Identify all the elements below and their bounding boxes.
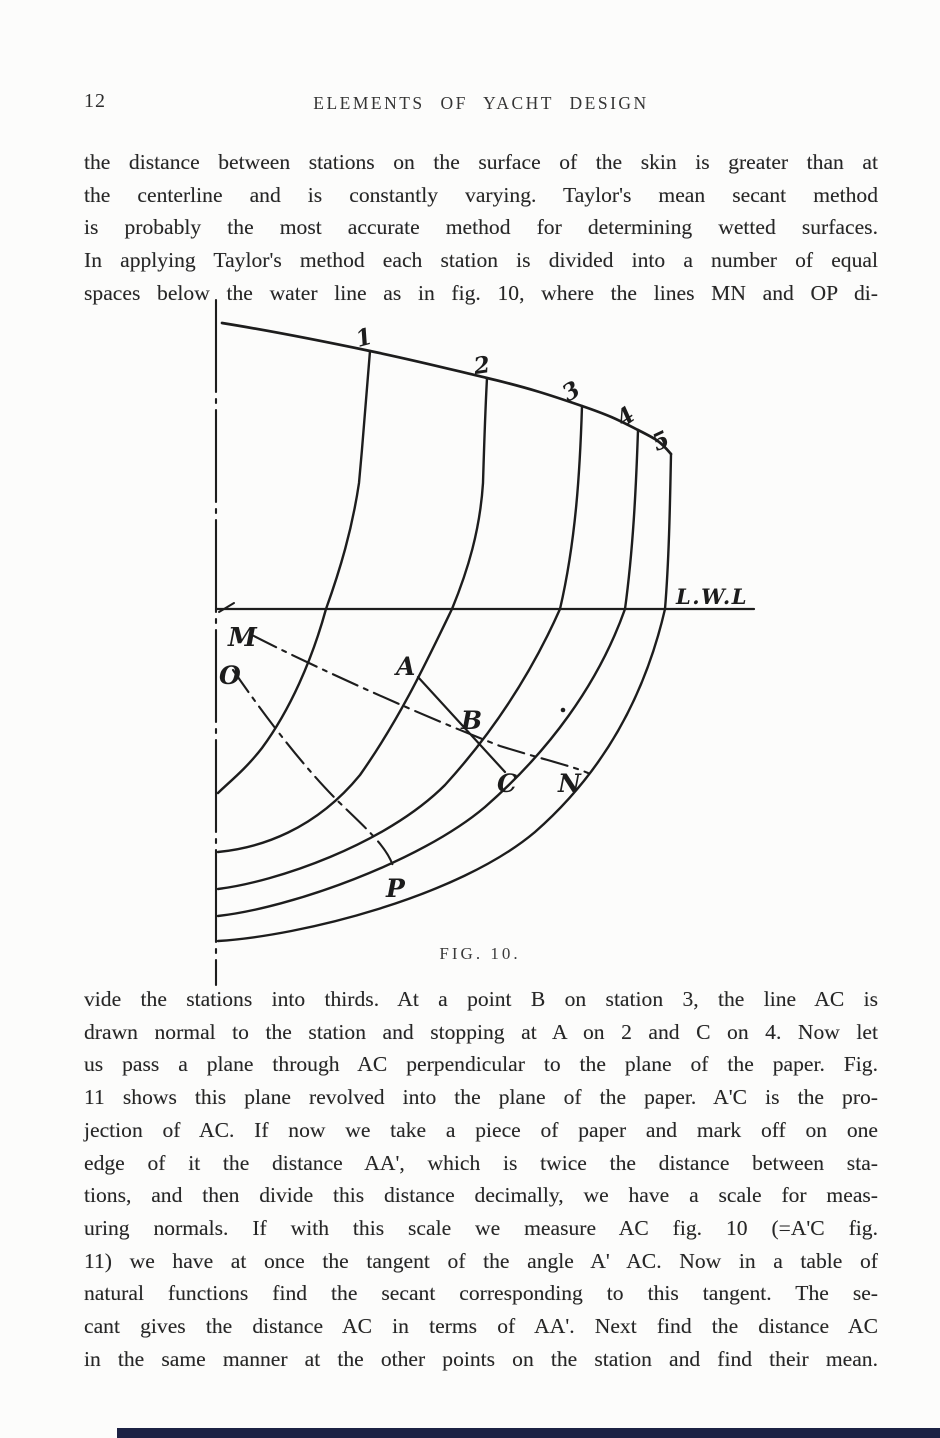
figure-caption: FIG. 10.: [439, 944, 521, 963]
text-line: edge of it the distance AA', which is twice the distance between sta-: [84, 1150, 878, 1175]
waterline-end-tick: [219, 603, 234, 612]
text-line: vide the stations into thirds. At a point B on station 3, the line AC is: [84, 987, 878, 1011]
text-line: 11 shows this plane revolved into the plane of the paper. A'C is the pro-: [84, 1085, 878, 1110]
line-op: [233, 670, 393, 866]
text-line: drawn normal to the station and stopping at A on 2 and C on 4. Now let: [84, 1019, 878, 1044]
point-label-m: M: [228, 623, 257, 653]
station-5-curve: [218, 454, 671, 941]
station-label-2: 2: [472, 351, 492, 381]
text-line: jection of AC. If now we take a piece of paper and mark off on one: [84, 1117, 878, 1142]
point-label-a: A: [396, 652, 416, 681]
point-label-n: N: [558, 769, 581, 798]
station-4-curve: [218, 430, 638, 916]
paragraph-bottom: [84, 983, 878, 1375]
station-label-3: 3: [557, 375, 585, 408]
scan-edge-artifact: [117, 1428, 940, 1438]
sheer-curve: [222, 323, 671, 454]
point-label-p: P: [386, 874, 405, 903]
station-label-1: 1: [352, 322, 376, 353]
station-2-curve: [218, 378, 487, 852]
waterline-label: L.W.L: [676, 584, 748, 609]
station-label-5: 5: [647, 425, 674, 457]
text-line: spaces below the water line as in fig. 10, where the lines MN and OP di-: [84, 280, 878, 305]
running-header-title: ELEMENTS OF YACHT DESIGN: [313, 93, 649, 113]
point-label-c: C: [497, 769, 517, 798]
text-line: natural functions find the secant corresponding to this tangent. The se-: [84, 1281, 878, 1306]
text-line: cant gives the distance AC in terms of AA'. Next find the distance AC: [84, 1314, 878, 1339]
text-line: us pass a plane through AC perpendicular to the plane of the paper. Fig.: [84, 1052, 878, 1077]
text-line: the distance between stations on the surface of the skin is greater than at: [84, 150, 878, 174]
text-line: tions, and then divide this distance decimally, we have a scale for meas-: [84, 1183, 878, 1208]
station-3-curve: [218, 406, 582, 889]
point-label-o: O: [219, 661, 241, 690]
text-line: the centerline and is constantly varying. Taylor's mean secant method: [84, 182, 878, 207]
text-line: is probably the most accurate method for determining wetted surfaces.: [84, 215, 878, 240]
point-label-b: B: [461, 706, 483, 735]
page-number: 12: [84, 90, 106, 112]
text-line: uring normals. If with this scale we measure AC fig. 10 (=A'C fig.: [84, 1215, 878, 1240]
ink-dot: [561, 708, 566, 713]
station-1-curve: [218, 351, 370, 793]
text-line: 11) we have at once the tangent of the angle A' AC. Now in a table of: [84, 1248, 878, 1273]
text-line: in the same manner at the other points on the station and find their mean.: [84, 1346, 878, 1371]
station-label-4: 4: [611, 401, 641, 433]
text-line: In applying Taylor's method each station is divided into a number of equal: [84, 248, 878, 273]
